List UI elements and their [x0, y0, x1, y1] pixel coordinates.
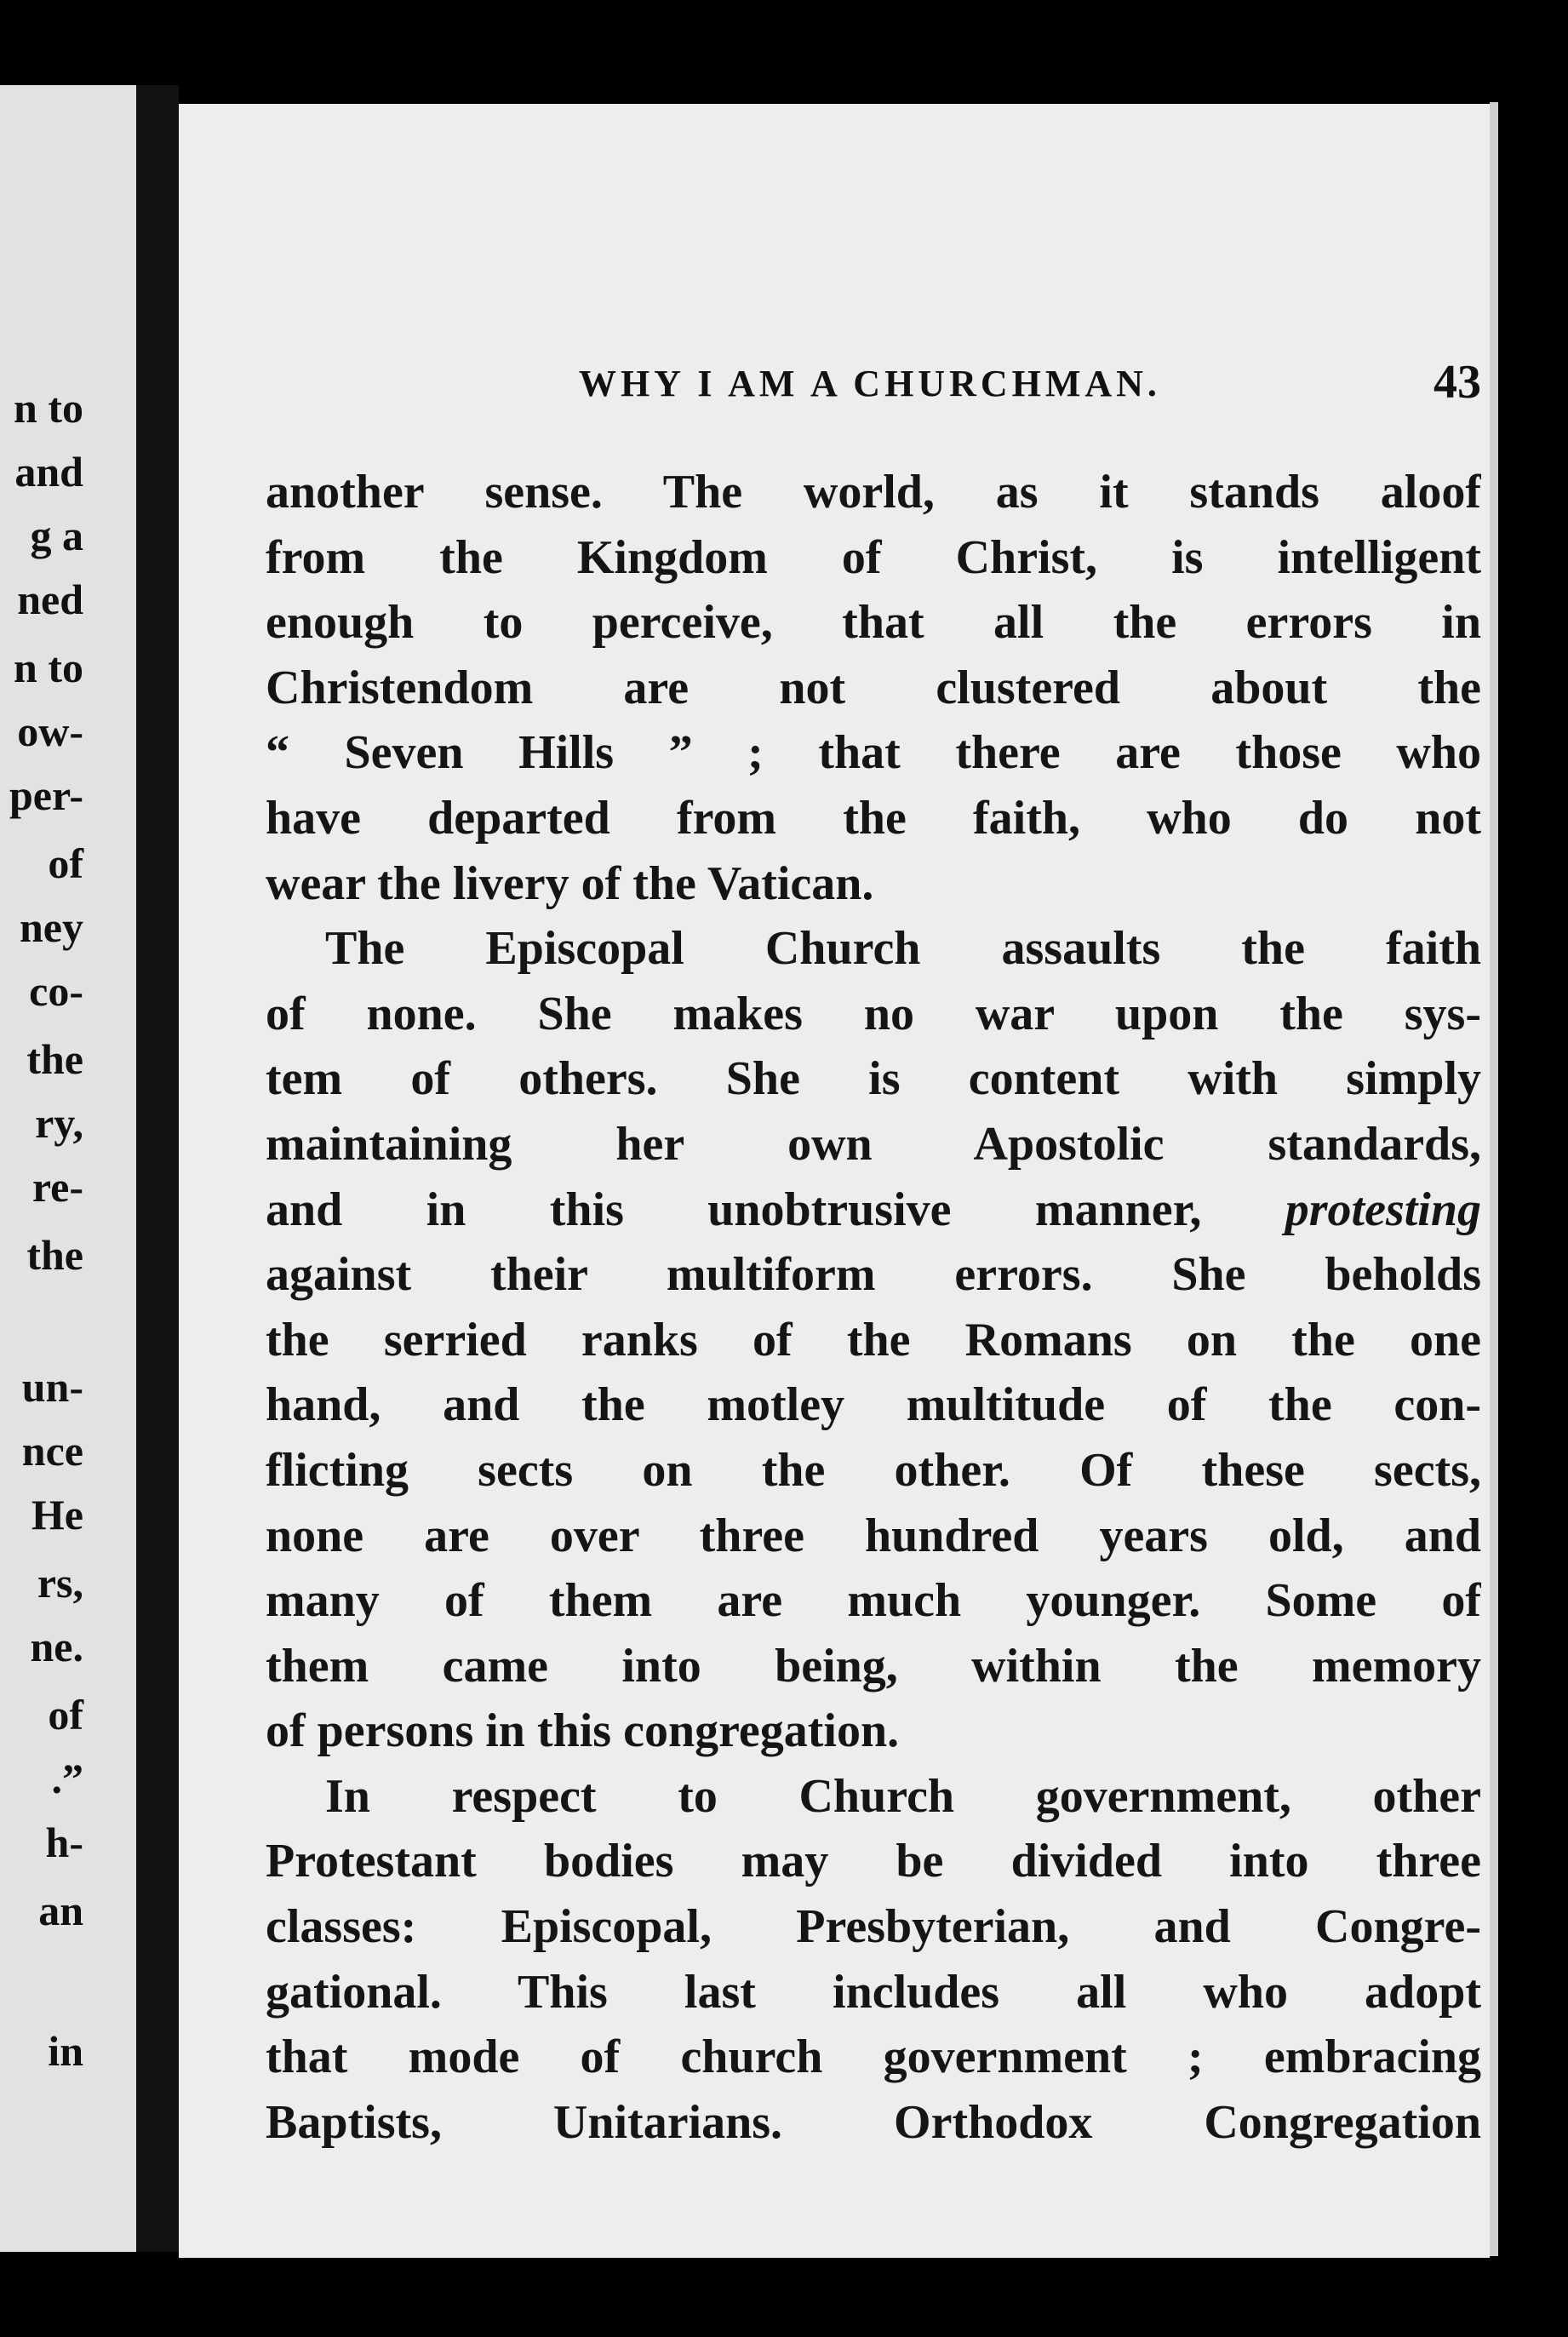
- text-line: flicting sects on the other. Of these sects,: [266, 1443, 1481, 1497]
- text-line: against their multiform errors. She beholds: [266, 1248, 1481, 1302]
- facing-page-fragment-text: un-: [21, 1363, 83, 1411]
- text-line-with-emphasis: [266, 1177, 1481, 1243]
- text-line: gational. This last includes all who adopt: [266, 1965, 1481, 2019]
- text-line: from the Kingdom of Christ, is intelligent: [266, 530, 1481, 584]
- page-number: 43: [1434, 356, 1481, 409]
- text-line: The Episcopal Church assaults the faith: [325, 922, 1481, 976]
- facing-page-fragment-text: an: [38, 1887, 83, 1934]
- facing-page-fragment-text: nce: [21, 1427, 83, 1475]
- body-text: [266, 460, 1481, 2155]
- running-head: [264, 355, 1481, 415]
- facing-page-fragment-text: and: [14, 448, 83, 495]
- text-line: enough to perceive, that all the errors in: [266, 596, 1481, 650]
- text-line: none are over three hundred years old, and: [266, 1509, 1481, 1562]
- text-line: the serried ranks of the Romans on the one: [266, 1313, 1481, 1366]
- text-line: another sense. The world, as it stands aloof: [266, 466, 1481, 518]
- text-line: maintaining her own Apostolic standards,: [266, 1117, 1481, 1171]
- book-gutter: [136, 85, 179, 2252]
- text-line: of none. She makes no war upon the sys-: [266, 987, 1481, 1040]
- facing-page-fragment-text: h-: [45, 1819, 83, 1866]
- facing-page-fragment-text: n to: [14, 644, 83, 691]
- emphasis-word: protesting: [1285, 1183, 1481, 1236]
- facing-page-fragment-text: ry,: [35, 1099, 83, 1147]
- facing-page-fragment-text: .”: [51, 1755, 83, 1802]
- text-line: that mode of church government ; embracing: [266, 2031, 1481, 2084]
- book-page: [179, 104, 1490, 2258]
- text-line: “ Seven Hills ” ; that there are those who: [266, 726, 1481, 780]
- facing-page-fragment-text: n to: [14, 384, 83, 432]
- text-line: Christendom are not clustered about the: [266, 661, 1481, 714]
- text-line: them came into being, within the memory: [266, 1639, 1481, 1693]
- facing-page-fragment-text: of: [48, 839, 83, 887]
- text-line: Protestant bodies may be divided into three: [266, 1835, 1481, 1888]
- text-line: classes: Episcopal, Presbyterian, and Congre-: [266, 1900, 1481, 1954]
- text-line: of persons in this congregation.: [266, 1704, 900, 1758]
- facing-page-fragment-text: ney: [20, 903, 83, 951]
- text-line: hand, and the motley multitude of the con-: [266, 1378, 1481, 1432]
- facing-page-fragment-text: rs,: [37, 1559, 83, 1607]
- text-line-part: and in this unobtrusive manner,: [266, 1183, 1202, 1236]
- facing-page-fragment-text: the: [26, 1231, 83, 1279]
- facing-page-fragment-text: ne.: [30, 1623, 83, 1670]
- facing-page-fragment: [0, 85, 136, 2252]
- facing-page-fragment-text: ned: [17, 576, 83, 623]
- running-title: WHY I AM A CHURCHMAN.: [579, 363, 1161, 404]
- facing-page-fragment-text: He: [31, 1491, 83, 1538]
- page-edge: [1490, 102, 1498, 2256]
- text-line: have departed from the faith, who do not: [266, 791, 1481, 845]
- text-line: wear the livery of the Vatican.: [266, 856, 874, 910]
- facing-page-fragment-text: re-: [31, 1163, 83, 1211]
- facing-page-fragment-text: per-: [9, 771, 83, 819]
- text-line: many of them are much younger. Some of: [266, 1574, 1481, 1628]
- text-line: tem of others. She is content with simply: [266, 1052, 1481, 1106]
- facing-page-fragment-text: co-: [29, 967, 83, 1015]
- text-line: Baptists, Unitarians. Orthodox Congregation: [266, 2095, 1481, 2149]
- text-line: In respect to Church government, other: [325, 1769, 1481, 1823]
- facing-page-fragment-text: the: [26, 1035, 83, 1083]
- facing-page-fragment-text: in: [48, 2027, 83, 2075]
- facing-page-fragment-text: ow-: [17, 707, 83, 755]
- facing-page-fragment-text: g a: [30, 512, 83, 559]
- facing-page-fragment-text: of: [48, 1691, 83, 1738]
